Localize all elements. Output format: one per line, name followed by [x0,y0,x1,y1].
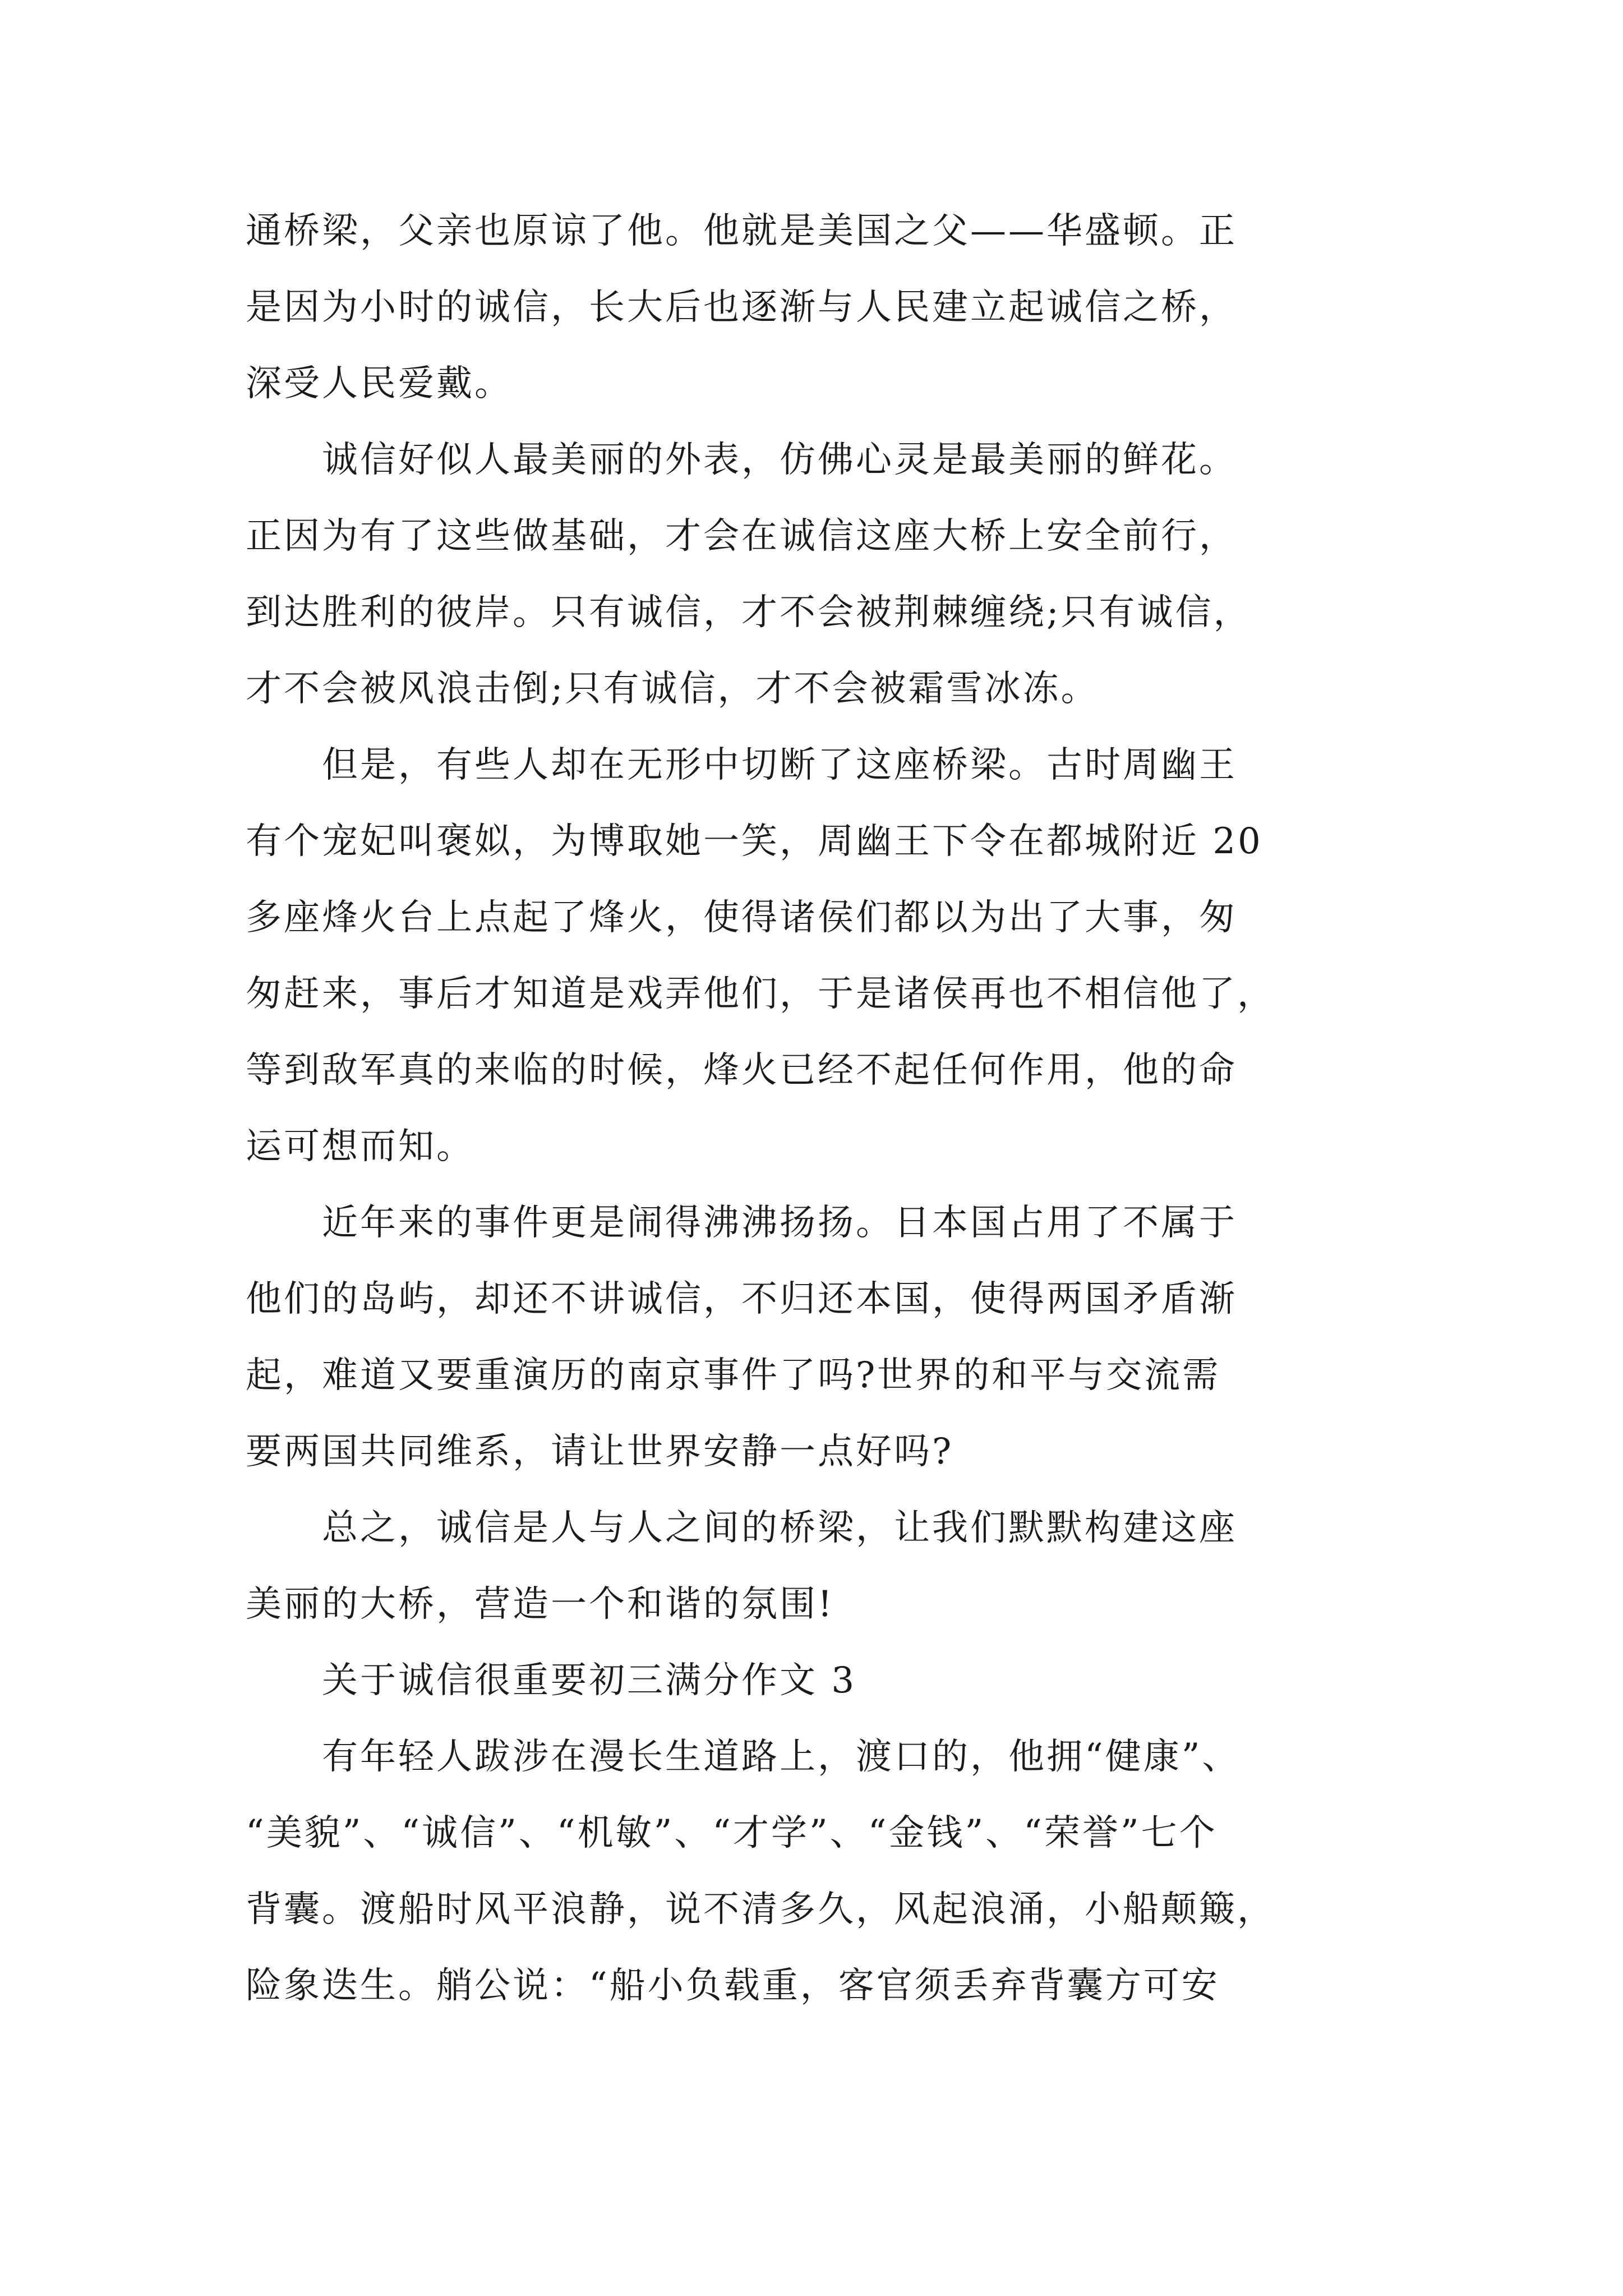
text-line: 到达胜利的彼岸。只有诚信，才不会被荆棘缠绕;只有诚信， [246,592,1252,633]
text-line: “美貌”、“诚信”、“机敏”、“才学”、“金钱”、“荣誉”七个 [246,1812,1218,1854]
text-line: 险象迭生。艄公说：“船小负载重，客官须丢弃背囊方可安 [246,1965,1220,2007]
text-line: 要两国共同维系，请让世界安静一点好吗? [246,1431,954,1473]
text-line: 有年轻人跋涉在漫长生道路上，渡口的，他拥“健康”、 [246,1736,1241,1778]
text-line: 他们的岛屿，却还不讲诚信，不归还本国，使得两国矛盾渐 [246,1278,1237,1320]
text-line: 诚信好似人最美丽的外表，仿佛心灵是最美丽的鲜花。 [246,439,1237,481]
text-line: 才不会被风浪击倒;只有诚信，才不会被霜雪冰冻。 [246,668,1099,710]
text-line: 通桥梁，父亲也原谅了他。他就是美国之父——华盛顿。正 [246,210,1237,252]
text-line: 美丽的大桥，营造一个和谐的氛围! [246,1584,834,1625]
text-line: 运可想而知。 [246,1126,474,1167]
text-line: 总之，诚信是人与人之间的桥梁，让我们默默构建这座 [246,1507,1237,1549]
text-line: 近年来的事件更是闹得沸沸扬扬。日本国占用了不属于 [246,1202,1237,1244]
section-heading: 关于诚信很重要初三满分作文 3 [246,1660,857,1701]
text-line: 深受人民爱戴。 [246,363,513,404]
text-line: 但是，有些人却在无形中切断了这座桥梁。古时周幽王 [246,744,1237,786]
text-line: 起，难道又要重演历的南京事件了吗?世界的和平与交流需 [246,1355,1221,1396]
text-line: 多座烽火台上点起了烽火，使得诸侯们都以为出了大事，匆 [246,897,1237,938]
text-line: 正因为有了这些做基础，才会在诚信这座大桥上安全前行， [246,516,1237,557]
text-line: 有个宠妃叫褒姒，为博取她一笑，周幽王下令在都城附近 20 [246,821,1263,862]
text-line: 匆赶来，事后才知道是戏弄他们，于是诸侯再也不相信他了， [246,973,1275,1015]
text-line: 是因为小时的诚信，长大后也逐渐与人民建立起诚信之桥， [246,287,1237,328]
text-line: 背囊。渡船时风平浪静，说不清多久，风起浪涌，小船颠簸， [246,1889,1275,1930]
text-line: 等到敌军真的来临的时候，烽火已经不起任何作用，他的命 [246,1050,1237,1091]
